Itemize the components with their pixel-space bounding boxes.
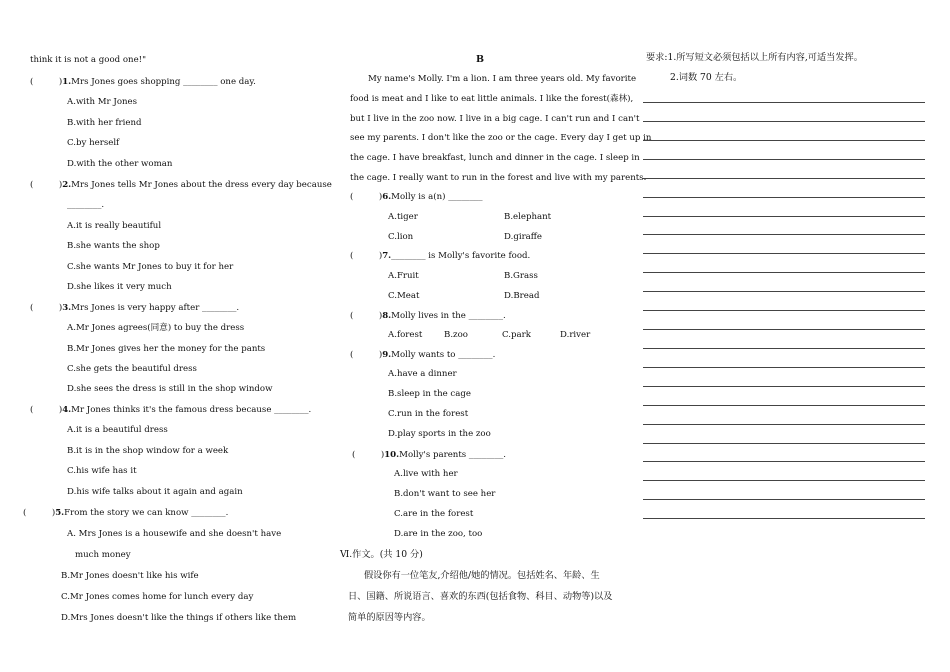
writing-section-title: Ⅵ.作文。(共 10 分) <box>340 549 423 560</box>
option: A.tiger <box>388 212 418 222</box>
writing-line[interactable] <box>643 291 925 292</box>
option: D.are in the zoo, too <box>394 529 483 539</box>
passage-line: the cage. I have breakfast, lunch and dinner in the cage. I sleep in <box>350 153 640 163</box>
answer-paren-close: ) <box>58 77 63 87</box>
passage-line: food is meat and I like to eat little animals. I like the forest(森林), <box>350 94 634 104</box>
writing-line[interactable] <box>643 197 925 198</box>
writing-line[interactable] <box>643 310 925 311</box>
answer-paren-close: ) <box>58 405 63 415</box>
writing-requirement-2: 2.词数 70 左右。 <box>670 72 743 83</box>
option: D.giraffe <box>504 232 542 242</box>
question-stem: Molly wants to ________. <box>391 350 496 360</box>
question-number: 4. <box>62 405 72 415</box>
option: B.Mr Jones doesn't like his wife <box>61 571 199 581</box>
question-number: 7. <box>382 251 392 261</box>
answer-paren-open: ( <box>350 192 354 202</box>
writing-line[interactable] <box>643 121 925 122</box>
writing-line[interactable] <box>643 216 925 217</box>
answer-paren-open: ( <box>350 350 354 360</box>
answer-paren-close: ) <box>378 311 383 321</box>
option: D.play sports in the zoo <box>388 429 491 439</box>
option: B.with her friend <box>67 118 142 128</box>
question-number: 5. <box>55 508 65 518</box>
option: D.Mrs Jones doesn't like the things if others like them <box>61 613 297 623</box>
option: A.it is a beautiful dress <box>67 425 168 435</box>
answer-paren-close: ) <box>378 350 383 360</box>
option-continued: much money <box>75 550 131 560</box>
option: B.Mr Jones gives her the money for the pants <box>67 344 266 354</box>
answer-paren-close: ) <box>58 303 63 313</box>
question-number: 3. <box>62 303 72 313</box>
option: D.she sees the dress is still in the shop window <box>67 384 273 394</box>
passage-line: the cage. I really want to run in the forest and live with my parents. <box>350 173 647 183</box>
answer-paren-open: ( <box>23 508 27 518</box>
answer-paren-open: ( <box>30 77 34 87</box>
answer-paren-open: ( <box>350 311 354 321</box>
question-stem: Molly lives in the ________. <box>391 311 506 321</box>
question-number: 6. <box>382 192 392 202</box>
writing-requirement-1: 要求:1.所写短文必须包括以上所有内容,可适当发挥。 <box>646 52 863 63</box>
answer-paren-close: ) <box>380 450 385 460</box>
option: A. Mrs Jones is a housewife and she doesn't have <box>67 529 282 539</box>
question-stem: Mrs Jones is very happy after ________. <box>71 303 240 313</box>
option: B.don't want to see her <box>394 489 496 499</box>
question-stem: Molly is a(n) ________ <box>391 192 483 202</box>
option: A.Mr Jones agrees(同意) to buy the dress <box>67 323 245 333</box>
writing-line[interactable] <box>643 329 925 330</box>
passage-line: but I live in the zoo now. I live in a big cage. I can't run and I can't <box>350 114 640 124</box>
passage-line: see my parents. I don't like the zoo or the cage. Every day I get up in <box>350 133 652 143</box>
option: A.Fruit <box>388 271 419 281</box>
question-number: 1. <box>62 77 72 87</box>
writing-line[interactable] <box>643 461 925 462</box>
question-10 <box>352 450 506 461</box>
option: C.are in the forest <box>394 509 474 519</box>
writing-line[interactable] <box>643 367 925 368</box>
option: D.river <box>560 330 591 340</box>
passage-tail: think it is not a good one!" <box>30 55 147 65</box>
writing-line[interactable] <box>643 253 925 254</box>
answer-paren-close: ) <box>58 180 63 190</box>
writing-line[interactable] <box>643 518 925 519</box>
option: C.run in the forest <box>388 409 469 419</box>
writing-line[interactable] <box>643 499 925 500</box>
question-number: 8. <box>382 311 392 321</box>
question-number: 2. <box>62 180 72 190</box>
option: B.sleep in the cage <box>388 389 471 399</box>
option: A.with Mr Jones <box>67 97 138 107</box>
answer-paren-open: ( <box>352 450 356 460</box>
option: C.she wants Mr Jones to buy it for her <box>67 262 234 272</box>
question-stem: ________ is Molly's favorite food. <box>391 251 531 261</box>
option: C.Meat <box>388 291 420 301</box>
writing-line[interactable] <box>643 443 925 444</box>
writing-line[interactable] <box>643 480 925 481</box>
writing-line[interactable] <box>643 424 925 425</box>
option: C.by herself <box>67 138 120 148</box>
writing-line[interactable] <box>643 178 925 179</box>
writing-prompt-line: 日、国籍、所说语言、喜欢的东西(包括食物、科目、动物等)以及 <box>348 591 613 602</box>
writing-prompt-line: 简单的原因等内容。 <box>348 612 431 623</box>
option: B.elephant <box>504 212 552 222</box>
answer-paren-close: ) <box>378 251 383 261</box>
question-4 <box>30 405 311 416</box>
option: A.have a dinner <box>388 369 457 379</box>
question-stem: Mrs Jones goes shopping ________ one day. <box>71 77 256 87</box>
answer-paren-close: ) <box>378 192 383 202</box>
writing-line[interactable] <box>643 159 925 160</box>
writing-line[interactable] <box>643 386 925 387</box>
passage-line: My name's Molly. I'm a lion. I am three years old. My favorite <box>368 74 637 84</box>
question-stem: Mrs Jones tells Mr Jones about the dress every day because <box>71 180 332 190</box>
writing-line[interactable] <box>643 405 925 406</box>
question-6 <box>350 192 483 203</box>
option: D.she likes it very much <box>67 282 172 292</box>
option: C.Mr Jones comes home for lunch every day <box>61 592 254 602</box>
question-9 <box>350 350 495 361</box>
section-label: B <box>476 54 485 65</box>
writing-prompt-line: 假设你有一位笔友,介绍他/她的情况。包括姓名、年龄、生 <box>364 570 600 581</box>
option: A.forest <box>388 330 423 340</box>
option: C.lion <box>388 232 414 242</box>
question-7 <box>350 251 530 262</box>
question-3 <box>30 303 239 314</box>
writing-line[interactable] <box>643 348 925 349</box>
option: A.live with her <box>394 469 458 479</box>
option: B.Grass <box>504 271 538 281</box>
question-stem: From the story we can know ________. <box>64 508 229 518</box>
option: D.his wife talks about it again and again <box>67 487 243 497</box>
question-stem: Mr Jones thinks it's the famous dress because ________. <box>71 405 312 415</box>
answer-paren-open: ( <box>30 405 34 415</box>
option: A.it is really beautiful <box>67 221 162 231</box>
option: B.zoo <box>444 330 468 340</box>
option: D.with the other woman <box>67 159 173 169</box>
writing-line[interactable] <box>643 272 925 273</box>
writing-line[interactable] <box>643 102 925 103</box>
option: D.Bread <box>504 291 540 301</box>
question-number: 9. <box>382 350 392 360</box>
writing-line[interactable] <box>643 140 925 141</box>
option: C.she gets the beautiful dress <box>67 364 197 374</box>
option: C.his wife has it <box>67 466 137 476</box>
answer-paren-open: ( <box>30 303 34 313</box>
question-1 <box>30 77 256 88</box>
question-stem: Molly's parents ________. <box>399 450 507 460</box>
option: C.park <box>502 330 531 340</box>
question-5 <box>23 508 228 519</box>
question-2 <box>30 180 332 191</box>
question-8 <box>350 311 506 322</box>
question-number: 10. <box>384 450 400 460</box>
question-stem-continued: ________. <box>67 200 105 210</box>
writing-line[interactable] <box>643 234 925 235</box>
answer-paren-open: ( <box>350 251 354 261</box>
answer-paren-close: ) <box>51 508 56 518</box>
option: B.it is in the shop window for a week <box>67 446 229 456</box>
option: B.she wants the shop <box>67 241 160 251</box>
answer-paren-open: ( <box>30 180 34 190</box>
